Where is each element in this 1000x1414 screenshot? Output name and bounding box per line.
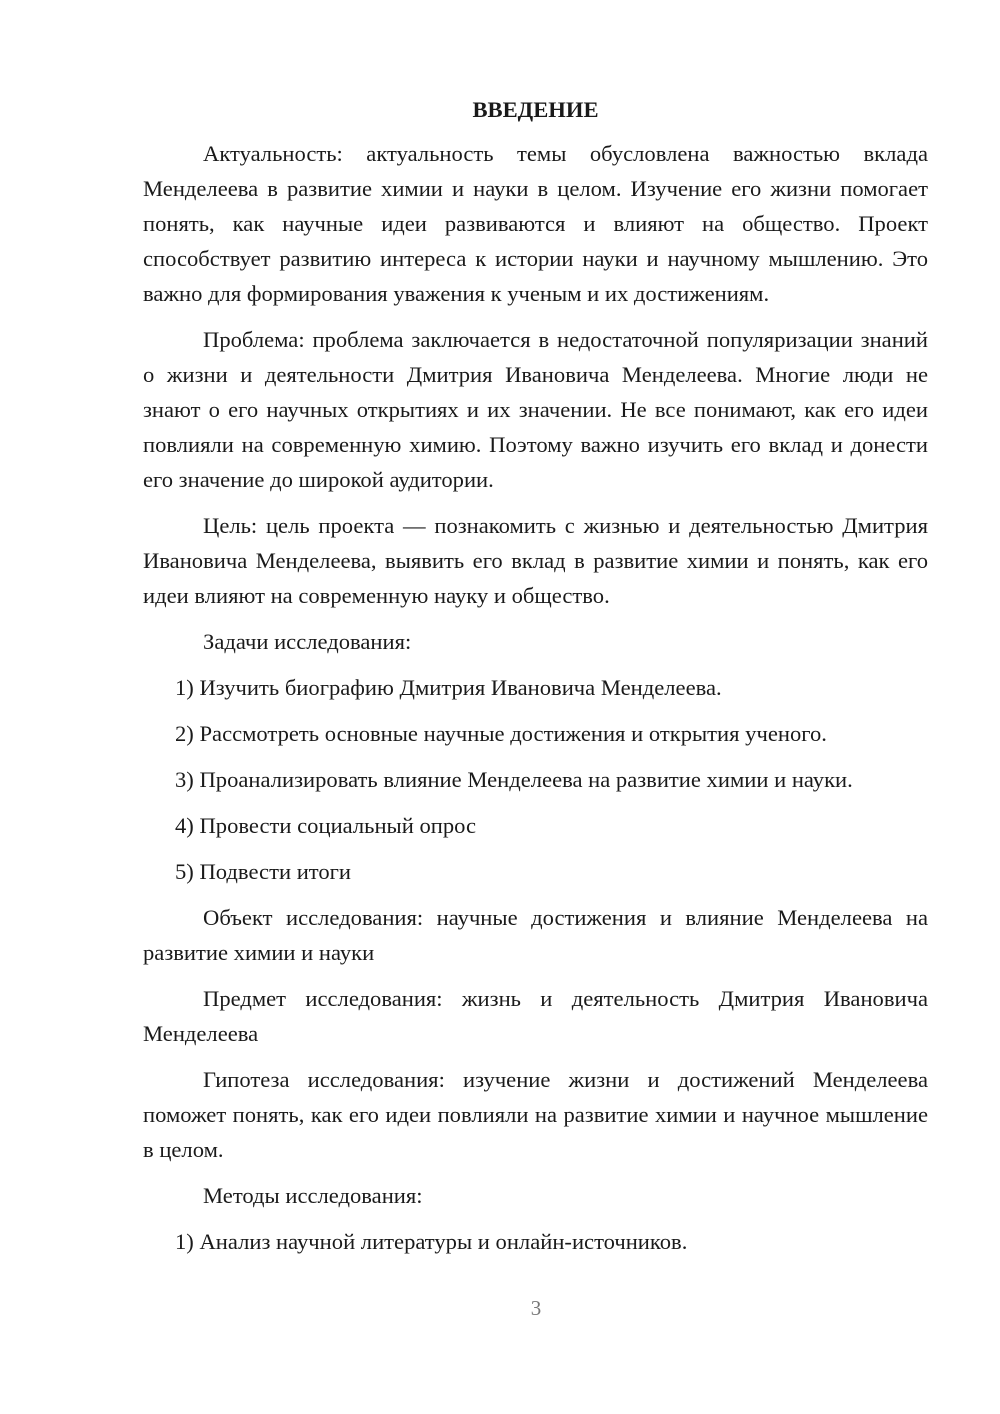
subject-paragraph: Предмет исследования: жизнь и деятельность Дмитрия Ивановича Менделеева (143, 986, 928, 1046)
task-item: 5) Подвести итоги (175, 859, 352, 884)
task-item: 4) Провести социальный опрос (175, 813, 477, 838)
document-page (143, 95, 928, 1270)
task-item: 1) Изучить биографию Дмитрия Ивановича Менделеева. (175, 675, 722, 700)
page-title: ВВЕДЕНИЕ (472, 97, 599, 122)
page-number: 3 (530, 1296, 542, 1320)
tasks-heading: Задачи исследования: (203, 629, 412, 654)
goal-paragraph: Цель: цель проекта — познакомить с жизнью и деятельностью Дмитрия Ивановича Менделеева, выявить его вклад в развитие химии и понять, как его идеи влияют на современную науку и общество. (143, 513, 928, 608)
hypothesis-paragraph: Гипотеза исследования: изучение жизни и достижений Менделеева поможет понять, как его идеи повлияли на развитие химии и научное мышление в целом. (143, 1067, 928, 1162)
method-item: 1) Анализ научной литературы и онлайн-источников. (175, 1229, 688, 1254)
task-item: 2) Рассмотреть основные научные достижения и открытия ученого. (175, 721, 827, 746)
relevance-paragraph: Актуальность: актуальность темы обусловлена важностью вклада Менделеева в развитие химии и науки в целом. Изучение его жизни помогает понять, как научные идеи развиваются и влияют на общество. Проект способствует развитию интереса к истории науки и научному мышлению. Это важно для формирования уважения к ученым и их достижениям. (143, 141, 928, 306)
object-paragraph: Объект исследования: научные достижения и влияние Менделеева на развитие химии и науки (143, 905, 928, 965)
task-item: 3) Проанализировать влияние Менделеева на развитие химии и науки. (175, 767, 853, 792)
problem-paragraph: Проблема: проблема заключается в недостаточной популяризации знаний о жизни и деятельности Дмитрия Ивановича Менделеева. Многие люди не знают о его научных открытиях и их значении. Не все понимают, как его идеи повлияли на современную химию. Поэтому важно изучить его вклад и донести его значение до широкой аудитории. (143, 327, 928, 492)
methods-heading: Методы исследования: (203, 1183, 423, 1208)
